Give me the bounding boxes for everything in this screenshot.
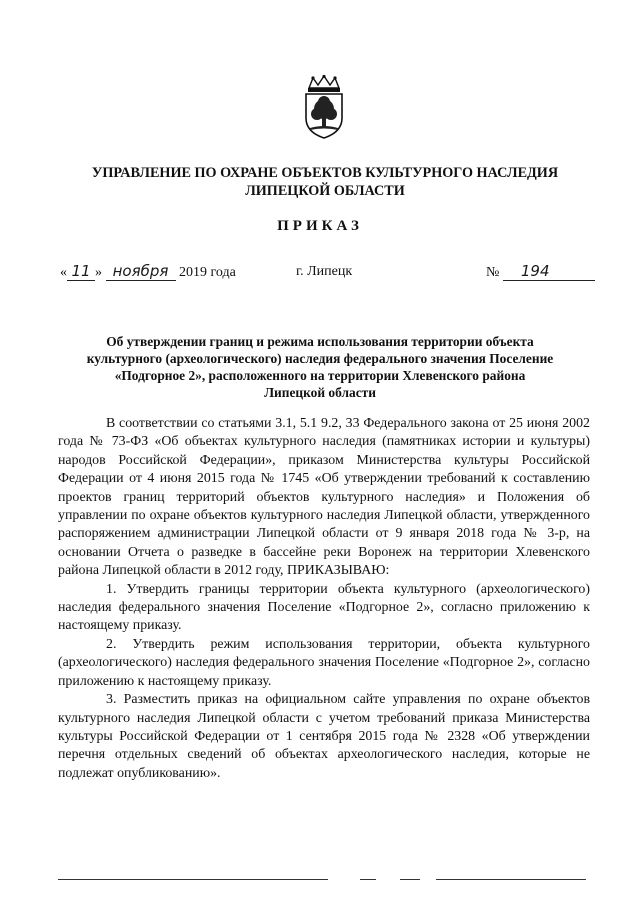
document-date: [60, 262, 236, 283]
document-type: ПРИКАЗ: [277, 218, 363, 234]
order-item-3: 3. Разместить приказ на официальном сайте управления по охране объектов культурного наследия Липецкой области с учетом требований приказа Министерства культуры Российской Федерации от 1 сентября 2015 года № 2328 «Об утверждении перечня отдельных сведений об объектах археологического наследия, которые не подлежат опубликованию».: [58, 692, 590, 781]
title-line: культурного (археологического) наследия федерального значения Поселение: [86, 351, 554, 366]
order-item-2: 2. Утвердить режим использования территории, объекта культурного (археологического) наследия федерального значения Поселение «Подгорное 2», согласно приложению к настоящему приказу.: [58, 636, 590, 689]
organization-name-line: УПРАВЛЕНИЕ ПО ОХРАНЕ ОБЪЕКТОВ КУЛЬТУРНОГО НАСЛЕДИЯ: [91, 165, 559, 181]
date-open-quote: «: [60, 265, 67, 280]
footer-divider: [58, 879, 328, 880]
date-month: ноября: [106, 262, 176, 281]
title-line: «Подгорное 2», расположенного на территории Хлевенского района: [114, 368, 526, 383]
preamble-paragraph: В соответствии со статьями 3.1, 5.1 9.2, 33 Федерального закона от 25 июня 2002 года № 73-ФЗ «Об объектах культурного наследия (памятниках истории и культуры) народов Российской Федерации», приказом Министерства культуры Российской Федерации от 4 июня 2015 года № 1745 «Об утверждении требований к составлению проектов границ территорий объектов культурного наследия» и Положения об управлении по охране объектов культурного наследия Липецкой области, утвержденного распоряжением администрации Липецкой области от 9 января 2018 года № 3-р, на основании Отчета о разведке в бассейне реки Воронеж на территории Хлевенского района Липецкой области в 2012 году, ПРИКАЗЫВАЮ:: [58, 416, 590, 579]
date-day: 11: [67, 262, 95, 281]
document-title: [70, 333, 570, 401]
number-value: 194: [503, 262, 595, 281]
document-number: [486, 262, 595, 283]
footer-divider: [400, 879, 420, 880]
order-item-1: 1. Утвердить границы территории объекта культурного (археологического) наследия федерального значения Поселение «Подгорное 2», согласно приложению к настоящему приказу.: [58, 581, 590, 634]
document-body: [58, 415, 590, 783]
date-year: 2019 года: [179, 265, 236, 280]
document-city: г. Липецк: [296, 264, 353, 279]
organization-name-line: ЛИПЕЦКОЙ ОБЛАСТИ: [245, 183, 405, 199]
title-line: Об утверждении границ и режима использования территории объекта: [106, 334, 534, 349]
number-label: №: [486, 265, 500, 280]
date-close-quote: »: [95, 265, 102, 280]
coat-of-arms-icon: [301, 74, 347, 140]
organization-name: [60, 164, 590, 200]
footer-divider: [360, 879, 376, 880]
title-line: Липецкой области: [264, 385, 376, 400]
footer-divider: [436, 879, 586, 880]
